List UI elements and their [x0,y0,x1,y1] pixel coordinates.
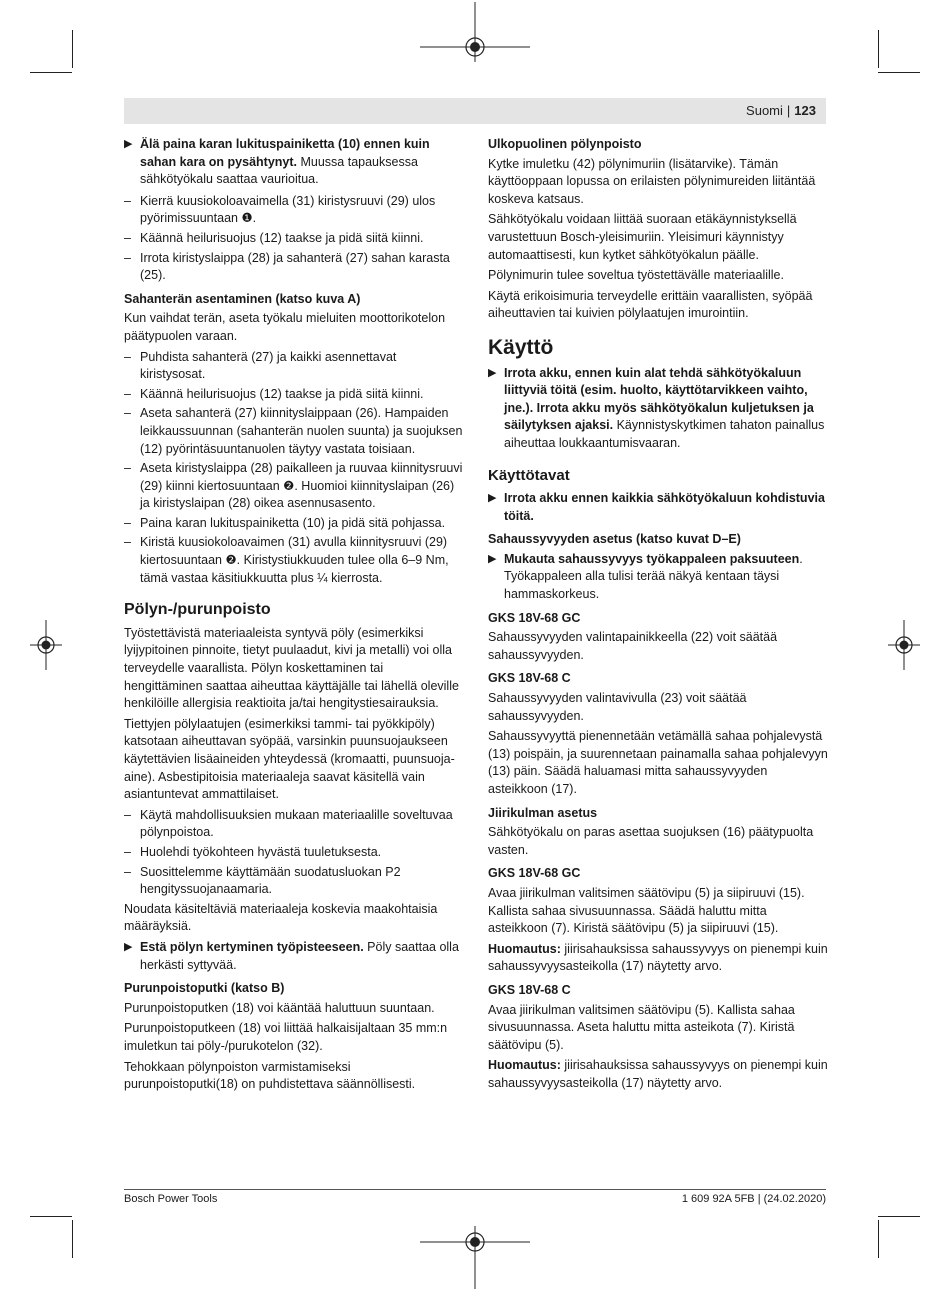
section-heading: Pölyn-/purunpoisto [124,601,271,619]
model-heading: GKS 18V-68 GC [488,866,581,881]
model-heading: GKS 18V-68 GC [488,610,581,625]
step-item: – Paina karan lukituspainiketta (10) ja pidä sitä pohjassa. [124,515,446,530]
page-header [124,98,826,124]
registration-mark-icon [30,620,62,670]
paragraph: Purunpoistoputken (18) voi kääntää haluttuun suuntaan. [124,1000,435,1015]
crop-mark [30,72,72,73]
step-text: Kiristä kuusiokoloavaimen (31) avulla kiinnitysruuvi (29) kiertosuuntaan ❷. Kiristystiukkuuden tulee olla 6–9 Nm, tämä vastaa käsitiukkuutta plus ¼ kierrosta. [140,535,449,585]
paragraph: Sahaussyvyyden valintapainikkeella (22) voit säätää sahaussyvyyden. [488,630,778,662]
step-item: – Käännä heilurisuojus (12) taakse ja pidä siitä kiinni. [124,386,424,401]
crop-mark [878,30,879,68]
crop-mark [30,1216,72,1217]
paragraph: Avaa jiirikulman valitsimen säätövipu (5). Kallista sahaa sivusuunnassa. Aseta haluttu mitta asteikota (7). Kiristä säätövipu (5). [488,1002,795,1052]
step-item: – Irrota kiristyslaippa (28) ja sahanterä (27) sahan karasta (25). [124,250,450,283]
paragraph: Käytä erikoisimuria terveydelle erittäin vaarallisten, syöpää aiheuttavien tai kuivien pölylaatujen imurointiin. [488,288,813,321]
paragraph: Purunpoistoputkeen (18) voi liittää halkaisijaltaan 35 mm:n imuletkun tai pöly-/purukotelon (32). [124,1021,448,1053]
section-heading: Käyttötavat [488,466,570,484]
step-item: – Aseta sahanterä (27) kiinnityslaippaan (26). Hampaiden leikkaussuunnan (sahanterän nuolen suunta) ja suojuksen (12) pyörintäsuuntanuolen täytyy vastata toisiaan. [124,406,463,456]
step-text: Käännä heilurisuojus (12) taakse ja pidä siitä kiinni. [140,386,424,401]
paragraph: Sahaussyvyyttä pienennetään vetämällä sahaa pohjalevystä (13) poispäin, ja suurennetaan painamalla sahaa pohjalevyyn (13) päin. Säädä haluamasi mitta sahaussyvyyden asteikkoon (17). [488,729,828,796]
step-item: – Huolehdi työkohteen hyvästä tuuletuksesta. [124,844,382,859]
warning-text: Muussa tapauksessa sähkötyökalu saattaa vaurioitua. [140,154,418,187]
subheading: Sahaussyvyyden asetus (katso kuvat D–E) [488,532,741,547]
bullet-triangle-icon: ▶ [488,492,497,505]
crop-mark [878,1216,920,1217]
step-text: Aseta sahanterä (27) kiinnityslaippaan (26). Hampaiden leikkaussuunnan (sahanterän nuolen suunta) ja suojuksen (12) pyörintäsuuntanuolen täytyy vastata toisiaan. [140,406,463,456]
step-item: – Käytä mahdollisuuksien mukaan materiaalille soveltuvaa pölynpoistoa. [124,807,453,840]
step-text: Puhdista sahanterä (27) ja kaikki asennettavat kiristysosat. [140,349,397,382]
paragraph: Avaa jiirikulman valitsimen säätövipu (5) ja siipiruuvi (15). Kallista sahaa sivusuunnassa. Säädä haluttu mitta asteikkoon (7). Kiristä säätövipu (5) ja siipiruuvi (15). [488,885,805,936]
footer-brand: Bosch Power Tools [124,1193,218,1205]
warning-bold-text: Estä pölyn kertyminen työpisteeseen. [140,939,364,954]
step-item: – Puhdista sahanterä (27) ja kaikki asennettavat kiristysosat. [124,349,397,382]
right-column [488,136,828,1096]
step-text: Aseta kiristyslaippa (28) paikalleen ja ruuvaa kiinnitysruuvi (29) kiinni kiertosuuntaan ❷. Huomioi kiinnityslaipan (26) ja kiristyslaipan (28) oikea asennusasento. [140,461,463,511]
warning-item [124,939,464,974]
paragraph: Kun vaihdat terän, aseta työkalu mieluiten moottorikotelon päätypuolen varaan. [124,311,446,343]
crop-mark [878,72,920,73]
paragraph: Tehokkaan pölynpoiston varmistamiseksi purunpoistoputki(18) on puhdistettava säännöllisesti. [124,1059,416,1092]
paragraph: Noudata käsiteltäviä materiaaleja koskevia maakohtaisia määräyksiä. [124,901,438,934]
step-text: Irrota kiristyslaippa (28) ja sahanterä (27) sahan karasta (25). [140,250,450,283]
warning-item [488,551,828,604]
bullet-triangle-icon: ▶ [124,138,133,150]
note-label: Huomautus: [488,941,561,956]
note-label: Huomautus: [488,1058,561,1073]
step-item: – Kierrä kuusiokoloavaimella (31) kiristysruuvi (29) ulos pyörimissuuntaan ❶. [124,193,436,226]
step-item: – Käännä heilurisuojus (12) taakse ja pidä siitä kiinni. [124,230,424,245]
step-item: – Aseta kiristyslaippa (28) paikalleen ja ruuvaa kiinnitysruuvi (29) kiinni kiertosuuntaan ❷. Huomioi kiinnityslaipan (26) ja kiristyslaipan (28) oikea asennusasento. [124,461,463,511]
step-text: Käännä heilurisuojus (12) taakse ja pidä siitä kiinni. [140,230,424,245]
subheading: Sahanterän asentaminen (katso kuva A) [124,291,361,306]
paragraph: Tiettyjen pölylaatujen (esimerkiksi tammi- tai pyökkipöly) katsotaan aiheuttavan syöpää, varsinkin puunsuojaukseen käytettävien lisäaineiden yhteydessä (kromaatti, puunsuoja-aine). Asbestipitoisia materiaaleja saavat käsitellä vain asiantuntevat ammattilaiset. [124,716,455,802]
note-text: jiirisahauksissa sahaussyvyys on pienempi kuin sahaussyvyysasteikolla (17) näytetty arvo. [488,941,828,974]
registration-mark-icon [420,1226,530,1289]
bullet-triangle-icon: ▶ [488,552,497,565]
model-heading: GKS 18V-68 C [488,671,571,686]
subheading: Purunpoistoputki (katso B) [124,981,285,996]
note [488,1057,828,1092]
warning-text: Käynnistyskytkimen tahaton painallus aiheuttaa loukkaantumisvaaran. [504,418,825,450]
paragraph: Sähkötyökalu voidaan liittää suoraan etäkäynnistyksellä varustettuun Bosch-yleisimuriin. Yleisimuri käynnistyy automaattisesti, kun kytket sähkötyökalun päälle. [488,212,797,262]
step-text: Huolehdi työkohteen hyvästä tuuletuksesta. [140,844,382,859]
step-item: – Kiristä kuusiokoloavaimen (31) avulla kiinnitysruuvi (29) kiertosuuntaan ❷. Kiristystiukkuuden tulee olla 6–9 Nm, tämä vastaa käsitiukkuutta plus ¼ kierrosta. [124,535,449,585]
step-text: Paina karan lukituspainiketta (10) ja pidä sitä pohjassa. [140,515,446,530]
warning-bold-text: Älä paina karan lukituspainiketta (10) ennen kuin sahan kara on pysähtynyt. [140,137,430,169]
warning-item [124,136,464,189]
paragraph: Sähkötyökalu on paras asettaa suojuksen (16) päätypuolta vasten. [488,825,814,857]
bullet-triangle-icon: ▶ [124,940,133,953]
registration-mark-icon [420,2,530,92]
subheading: Jiirikulman asetus [488,805,598,820]
crop-mark [72,1220,73,1258]
header-language: Suomi [746,103,783,118]
warning-text: . Työkappaleen alla tulisi terää näkyä kentaan täysi hammaskorkeus. [504,551,803,602]
paragraph: Kytke imuletku (42) pölynimuriin (lisätarvike). Tämän käyttöoppaan lopussa on erilaisten pölynimureiden liitäntää koskeva katsaus. [488,156,816,206]
page-number: 123 [794,103,816,118]
paragraph: Sahaussyvyyden valintavivulla (23) voit säätää sahaussyvyyden. [488,691,747,723]
model-heading: GKS 18V-68 C [488,982,571,997]
footer-doc-id: 1 609 92A 5FB | (24.02.2020) [681,1193,826,1205]
subheading: Ulkopuolinen pölynpoisto [488,137,642,151]
warning-bold-text: Irrota akku, ennen kuin alat tehdä sähkötyökaluun liittyviä töitä (esim. huolto, käyttötarvikkeen vaihto, jne.). Irrota akku myös sähkötyökalun kuljetuksen ja säilytyksen ajaksi. [504,365,814,433]
footer-rule [124,1189,826,1190]
note-text: jiirisahauksissa sahaussyvyys on pienempi kuin sahaussyvyysasteikolla (17) näytetty arvo. [488,1058,828,1090]
step-text: Käytä mahdollisuuksien mukaan materiaalille soveltuvaa pölynpoistoa. [140,807,453,840]
warning-text: Pöly saattaa olla herkästi syttyvää. [140,939,459,972]
warning-item [488,490,828,525]
step-text: Kierrä kuusiokoloavaimella (31) kiristysruuvi (29) ulos pyörimissuuntaan ❶. [140,193,436,226]
crop-mark [878,1220,879,1258]
header-text: Suomi | 123 [746,103,816,118]
crop-mark [72,30,73,68]
registration-mark-icon [888,620,920,670]
left-column [124,136,464,1097]
step-item: – Suosittelemme käyttämään suodatusluokan P2 hengityssuojanaamaria. [124,864,401,897]
warning-bold-text: Mukauta sahaussyvyys työkappaleen paksuuteen [504,551,800,566]
paragraph: Pölynimurin tulee soveltua työstettävälle materiaalille. [488,268,784,283]
paragraph: Työstettävistä materiaaleista syntyvä pöly (esimerkiksi lyijypitoinen pinnoite, tietyt puulaadut, kivi ja metalli) voi olla terveydelle vaarallista. Pölyn koskettaminen tai hengittäminen saattaa aiheuttaa käyttäjälle tai lähellä oleville henkilöille allergisia reaktioita ja/tai hengitystiesairauksia. [124,625,459,711]
chapter-heading: Käyttö [488,335,554,359]
warning-item [488,365,828,453]
note [488,941,828,976]
step-text: Suosittelemme käyttämään suodatusluokan P2 hengityssuojanaamaria. [140,864,401,897]
warning-bold-text: Irrota akku ennen kaikkia sähkötyökaluun kohdistuvia töitä. [504,491,825,523]
bullet-triangle-icon: ▶ [488,366,497,379]
